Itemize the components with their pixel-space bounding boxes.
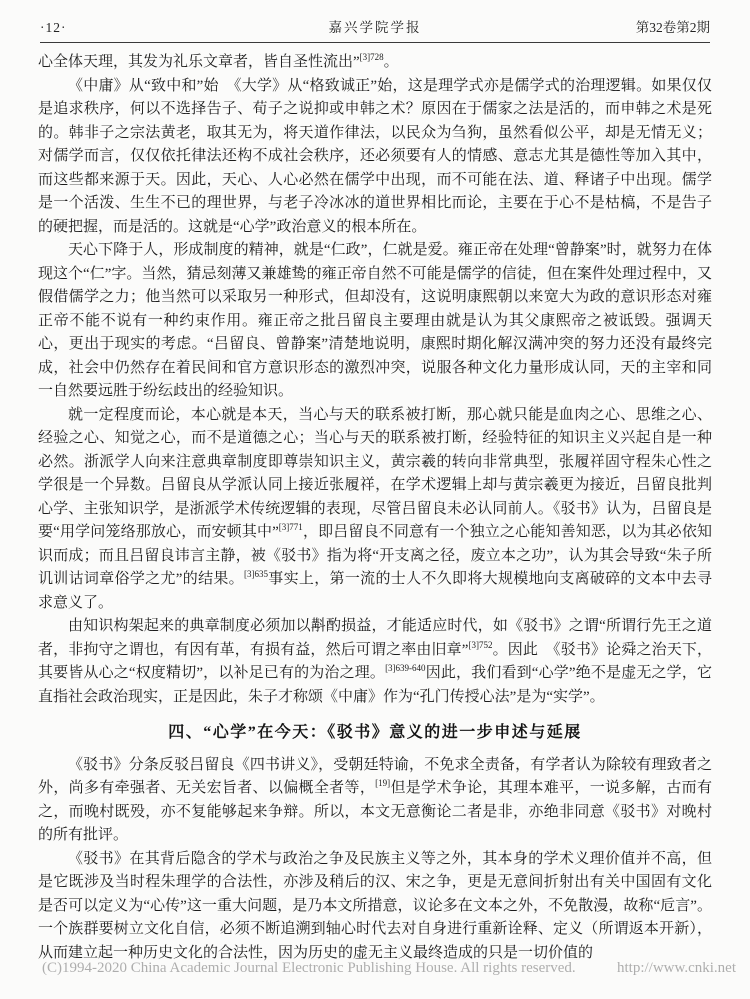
paragraph: 就一定程度而论，本心就是本天，当心与天的联系被打断，那心就只能是血肉之心、思维之心、经验之心、知觉之心，而不是道德之心；当心与天的联系被打断，经验特征的知识主义兴起自是一种必然。浙派学人向来注意典章制度即尊崇知识主义，黄宗羲的转向非常典型，张履祥固守程朱心性之学很是一个异数。吕留良从学派认同上接近张履祥，在学术逻辑上却与黄宗羲更为接近，吕留良批判心学、主张知识学，是浙派学术传统逻辑的表现，尽管吕留良未必认同前人。《驳书》认为，吕留良是要“用学问笼络那放心，而安顿其中”$^{[3]771}$，即吕留良不同意有一个独立之心能知善知恶，以为其必依知识而成；而且吕留良讳言主静，被《驳书》指为将“开支离之径，废立本之功”，认为其会导致“朱子所讥训诂词章俗学之尤”的结果。$^{[3]635}$事实上，第一流的士人不久即将大规模地向支离破碎的文本中去寻求意义了。 xyxy=(38,406,712,611)
citation-superscript: [3]728 xyxy=(359,52,384,62)
journal-title: 嘉兴学院学报 xyxy=(328,20,422,35)
page-number: ·12· xyxy=(40,20,67,35)
citation-superscript: [19] xyxy=(375,778,391,788)
section-heading: 四、“心学”在今天：《驳书》意义的进一步申述与延展 xyxy=(168,724,582,741)
page-header xyxy=(40,0,710,43)
volume-issue: 第32卷第2期 xyxy=(635,20,710,35)
paragraph: 《驳书》分条反驳吕留良《四书讲义》，受朝廷特谕，不免求全责备，有学者认为除较有理致者之外，尚多有牵强者、无关宏旨者、以偏概全者等，[19]但是学术争论，其理本难平，一说多解，古而有之，而晚村既殁，亦不复能够起来争辩。所以，本文无意衡论二者是非，亦绝非同意《驳书》对晚村的所有批评。 xyxy=(38,756,712,843)
citation-superscript: [3]752 xyxy=(468,639,493,650)
watermark-copyright: (C)1994-2020 China Academic Journal Electronic Publishing House. All rights reserved. xyxy=(42,960,576,976)
citation-superscript: [3]639-640 xyxy=(385,663,426,673)
watermark-url: http://www.cnki.net xyxy=(616,960,736,976)
paragraph: 由知识构架起来的典章制度必须加以斠酌损益，才能适应时代，如《驳书》之谓“所谓行先王之道者，非拘守之谓也，有因有革，有损有益，然后可谓之率由旧章”$^{[3]752}$。因此 《驳书》论舜之治天下，其要皆从心之“权度精切”，以补足已有的为治之理。$^{[3]639-640}$因此，我们看到“心学”绝不是虚无之学，它直指社会政治现实，正是因此，朱子才称颂《中庸》作为“孔门传授心法”是为“实学”。 xyxy=(38,618,712,705)
citation-superscript: [3]635 xyxy=(244,569,268,579)
citation-superscript: [3]771 xyxy=(278,522,303,532)
article-body xyxy=(38,51,712,965)
paragraph: 《中庸》从“致中和”始 《大学》从“格致诚正”始，这是理学式亦是儒学式的治理逻辑。如果仅仅是追求秩序，何以不选择告子、荀子之说抑或申韩之术？原因在于儒家之法是活的，而申韩之术是死的。韩非子之宗法黄老，取其无为，将天道作律法，以民众为刍狗，虽然看似公平，却是无情无义；对儒学而言，仅仅依托律法还构不成社会秩序，还必须要有人的情感、意志尤其是德性等加入其中，而这些都来源于天。因此，天心、人心必然在儒学中出现，而不可能在法、道、释诸子中出现。儒学是一个活泼、生生不已的理世界，与老子冷冰冰的道世界相比而论，主要在于心不是枯槁，不是告子的硬把握，而是活的。这就是“心学”政治意义的根本所在。 xyxy=(38,77,712,235)
paragraph: 心全体天理，其发为礼乐文章者，皆自圣性流出”$^{[3]728}$。 xyxy=(38,52,399,70)
paragraph: 天心下降于人，形成制度的精神，就是“仁政”，仁就是爱。雍正帝在处理“曾静案”时，就努力在体现这个“仁”字。当然，猜忌刻薄又兼雄鸷的雍正帝自然不可能是儒学的信徒，但在案件处理过程中，又假借儒学之力；他当然可以采取另一种形式，但却没有，这说明康熙朝以来宽大为政的意识形态对雍正帝不能不说有一种约束作用。雍正帝之批吕留良主要理由就是认为其父康熙帝之被诋毁。强调天心，更出于现实的考虑。“吕留良、曾静案”清楚地说明，康熙时期化解汉满冲突的努力还没有最终完成，社会中仍然存在着民间和官方意识形态的激烈冲突，说服各种文化力量形成认同，天的主宰和同一自然要远胜于纷纭歧出的经验知识。 xyxy=(38,242,712,399)
paragraph: 《驳书》在其背后隐含的学术与政治之争及民族主义等之外，其本身的学术义理价值并不高，但是它既涉及当时程朱理学的合法性，亦涉及稍后的汉、宋之争，更是无意间折射出有关中国固有文化是否可以定义为“心传”这一重大问题，是乃本文所措意，议论多在文本之外，不免散漫，故称“卮言”。一个族群要树立文化自信，必须不断追溯到轴心时代去对自身进行重新诠释、定义（所谓返本开新），从而建立起一种历史文化的合法性，因为历史的虚无主义最终造成的只是一切价值的 xyxy=(38,850,712,961)
